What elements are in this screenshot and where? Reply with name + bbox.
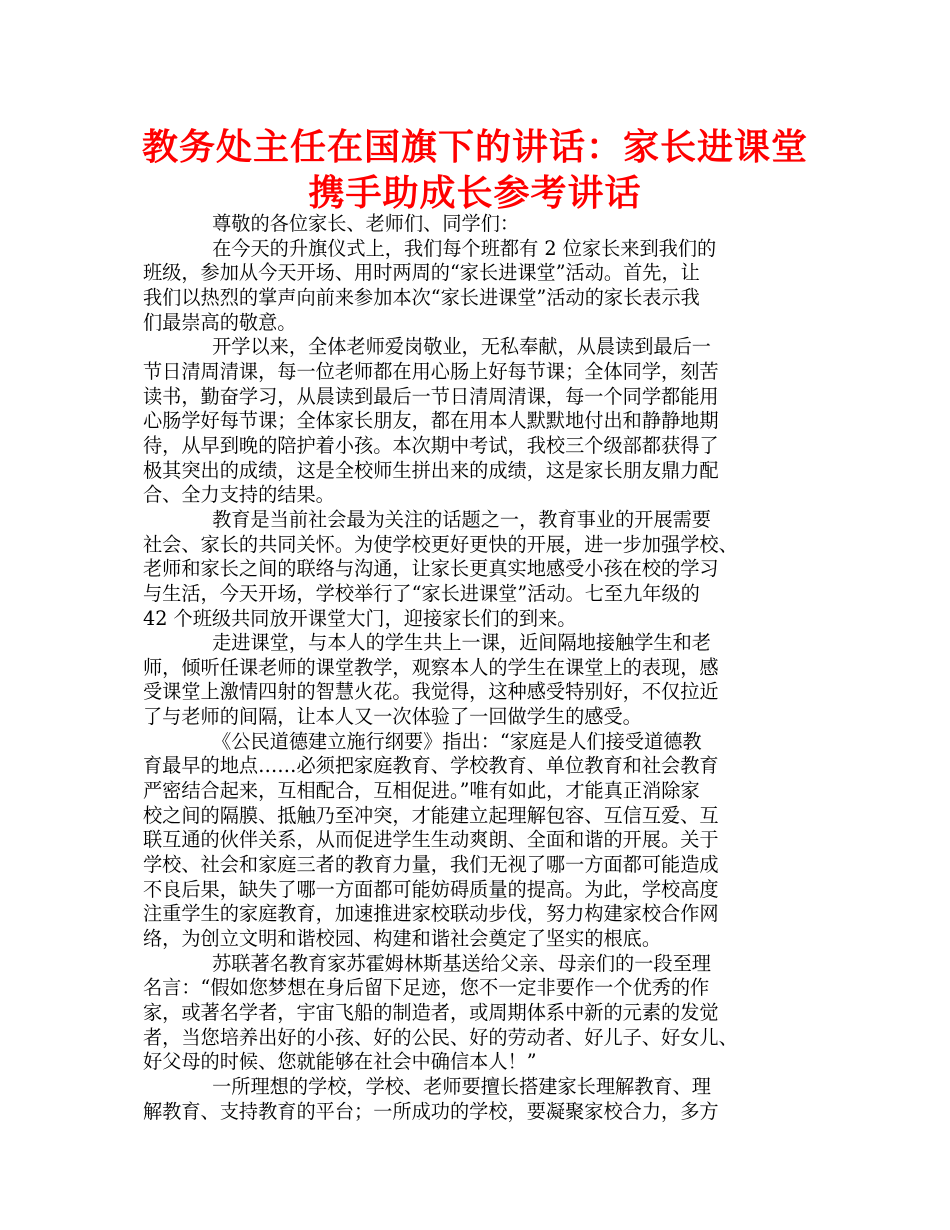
paragraph-line: 受课堂上激情四射的智慧火花。我觉得，这种感受特别好，不仅拉近 [143, 680, 719, 704]
paragraph-line: 了与老师的间隔，让本人又一次体验了一回做学生的感受。 [143, 705, 642, 729]
document-body [143, 212, 811, 1124]
paragraph-line: 严密结合起来，互相配合，互相促进。”唯有如此，才能真正消除家 [143, 779, 700, 803]
paragraph-line: 苏联著名教育家苏霍姆林斯基送给父亲、母亲们的一段至理 [212, 951, 711, 975]
paragraph [143, 730, 811, 952]
document-title-line-2: 携手助成长参考讲话 [308, 173, 642, 214]
paragraph-line: 者，当您培养出好的小孩、好的公民、好的劳动者、好儿子、好女儿、 [143, 1025, 738, 1049]
paragraph-line: 在今天的升旗仪式上，我们每个班都有 2 位家长来到我们的 [212, 236, 717, 260]
paragraph [143, 335, 811, 508]
paragraph-line: 老师和家长之间的联络与沟通，让家长更真实地感受小孩在校的学习 [143, 557, 719, 581]
paragraph-line: 们最崇高的敬意。 [143, 310, 297, 334]
paragraph-line: 开学以来，全体老师爱岗敬业，无私奉献，从晨读到最后一 [212, 335, 711, 359]
paragraph [143, 631, 811, 730]
paragraph-line: 走进课堂，与本人的学生共上一课，近间隔地接触学生和老 [212, 631, 711, 655]
paragraph-line: 尊敬的各位家长、老师们、同学们： [212, 212, 520, 235]
paragraph-line: 好父母的时候、您就能够在社会中确信本人！” [143, 1050, 537, 1074]
paragraph-line: 读书，勤奋学习，从晨读到最后一节日清周清课，每一个同学都能用 [143, 384, 719, 408]
paragraph-line: 心肠学好每节课；全体家长朋友，都在用本人默默地付出和静静地期 [143, 409, 719, 433]
paragraph-line: 42 个班级共同放开课堂大门，迎接家长们的到来。 [143, 606, 577, 630]
paragraph-line: 解教育、支持教育的平台；一所成功的学校，要凝聚家校合力，多方 [143, 1099, 719, 1123]
paragraph-line: 合、全力支持的结果。 [143, 483, 335, 507]
paragraph-line: 教育是当前社会最为关注的话题之一，教育事业的开展需要 [212, 507, 711, 531]
paragraph [143, 952, 811, 1075]
paragraph-line: 络，为创立文明和谐校园、构建和谐社会奠定了坚实的根底。 [143, 927, 662, 951]
paragraph-line: 社会、家长的共同关怀。为使学校更好更快的开展，进一步加强学校、 [143, 532, 738, 556]
paragraph-line: 校之间的隔膜、抵触乃至冲突，才能建立起理解包容、互信互爱、互 [143, 803, 719, 827]
paragraph-line: 育最早的地点……必须把家庭教育、学校教育、单位教育和社会教育 [143, 754, 719, 778]
paragraph [143, 212, 811, 237]
paragraph-line: 极其突出的成绩，这是全校师生拼出来的成绩，这是家长朋友鼎力配 [143, 458, 719, 482]
paragraph-line: 班级，参加从今天开场、用时两周的“家长进课堂”活动。首先，让 [143, 261, 700, 285]
paragraph-line: 《公民道德建立施行纲要》指出：“家庭是人们接受道德教 [212, 729, 702, 753]
paragraph-line: 我们以热烈的掌声向前来参加本次“家长进课堂”活动的家长表示我 [143, 285, 700, 309]
paragraph-line: 一所理想的学校，学校、老师要擅长搭建家长理解教育、理 [212, 1074, 711, 1098]
paragraph-line: 不良后果，缺失了哪一方面都可能妨碍质量的提高。为此，学校高度 [143, 877, 719, 901]
paragraph-line: 节日清周清课，每一位老师都在用心肠上好每节课；全体同学，刻苦 [143, 359, 719, 383]
paragraph-line: 名言：“假如您梦想在身后留下足迹，您不一定非要作一个优秀的作 [143, 976, 710, 1000]
paragraph-line: 师，倾听任课老师的课堂教学，观察本人的学生在课堂上的表现，感 [143, 655, 719, 679]
paragraph [143, 1075, 811, 1124]
paragraph-line: 家，或著名学者，宇宙飞船的制造者，或周期体系中新的元素的发觉 [143, 1001, 719, 1024]
document-title-line-1: 教务处主任在国旗下的讲话：家长进课堂 [141, 127, 808, 168]
paragraph-line: 待，从早到晚的陪护着小孩。本次期中考试，我校三个级部都获得了 [143, 433, 719, 457]
paragraph-line: 联互通的伙伴关系，从而促进学生生动爽朗、全面和谐的开展。关于 [143, 828, 719, 852]
paragraph-line: 与生活，今天开场，学校举行了“家长进课堂”活动。七至九年级的 [143, 581, 700, 605]
paragraph-line: 注重学生的家庭教育，加速推进家校联动步伐，努力构建家校合作网 [143, 902, 719, 926]
paragraph [143, 508, 811, 631]
paragraph [143, 237, 811, 336]
paragraph-line: 学校、社会和家庭三者的教育力量，我们无视了哪一方面都可能造成 [143, 853, 719, 877]
